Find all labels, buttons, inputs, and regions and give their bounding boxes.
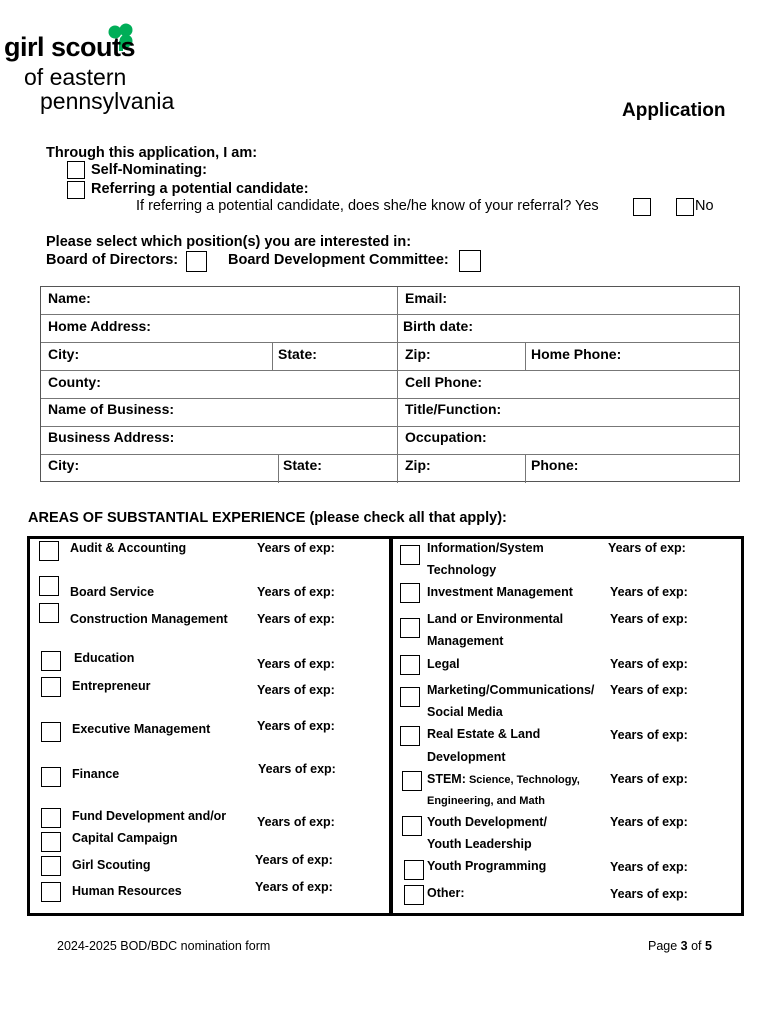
other-years[interactable]: Years of exp: xyxy=(610,887,688,901)
capital-campaign-checkbox[interactable] xyxy=(41,832,61,852)
legal-checkbox[interactable] xyxy=(400,655,420,675)
column-divider xyxy=(272,342,273,370)
board-directors-label: Board of Directors: xyxy=(46,252,179,268)
occupation-field[interactable]: Occupation: xyxy=(405,429,487,445)
phone-field[interactable]: Phone: xyxy=(531,457,579,473)
footer-form-name: 2024-2025 BOD/BDC nomination form xyxy=(57,939,271,953)
logo-line-3: pennsylvania xyxy=(40,88,175,114)
marketing-checkbox[interactable] xyxy=(400,687,420,707)
real-estate-label: Real Estate & Land xyxy=(427,727,541,741)
hr-label: Human Resources xyxy=(72,884,182,898)
construction-years[interactable]: Years of exp: xyxy=(257,612,335,626)
referring-checkbox[interactable] xyxy=(67,181,85,199)
referral-yes-checkbox[interactable] xyxy=(633,198,651,216)
youth-programming-years[interactable]: Years of exp: xyxy=(610,860,688,874)
business-name-field[interactable]: Name of Business: xyxy=(48,401,175,417)
title-function-field[interactable]: Title/Function: xyxy=(405,401,502,417)
youth-dev-label: Youth Development/ xyxy=(427,815,547,829)
real-estate-years[interactable]: Years of exp: xyxy=(610,728,688,742)
row-divider xyxy=(41,398,739,399)
land-env-label: Land or Environmental xyxy=(427,612,564,626)
logo-line-1: girl scouts xyxy=(4,32,136,62)
business-city-field[interactable]: City: xyxy=(48,457,80,473)
home-address-field[interactable]: Home Address: xyxy=(48,318,151,334)
board-service-checkbox[interactable] xyxy=(39,576,59,596)
real-estate-checkbox[interactable] xyxy=(400,726,420,746)
land-env-label-2: Management xyxy=(427,634,504,648)
info-tech-label-2: Technology xyxy=(427,563,497,577)
fund-dev-years[interactable]: Years of exp: xyxy=(257,815,335,829)
contact-info-table xyxy=(40,286,740,482)
page-prefix: Page xyxy=(648,939,681,953)
fund-dev-label: Fund Development and/or xyxy=(72,809,227,823)
referral-no-checkbox[interactable] xyxy=(676,198,694,216)
stem-label xyxy=(427,772,580,786)
experience-heading-rest: (please check all that apply): xyxy=(305,510,507,526)
fund-dev-checkbox[interactable] xyxy=(41,808,61,828)
self-nominating-label: Self-Nominating: xyxy=(91,162,207,178)
investment-years[interactable]: Years of exp: xyxy=(610,585,688,599)
positions-heading: Please select which position(s) you are interested in: xyxy=(46,234,412,250)
board-directors-checkbox[interactable] xyxy=(186,251,207,272)
column-divider xyxy=(397,287,398,483)
experience-heading-bold: AREAS OF SUBSTANTIAL EXPERIENCE xyxy=(28,510,306,526)
referral-no-label: No xyxy=(695,198,714,214)
referral-question: If referring a potential candidate, does she/he know of your referral? Yes xyxy=(136,198,599,214)
stem-label-bold: STEM: xyxy=(427,772,466,786)
info-tech-years[interactable]: Years of exp: xyxy=(608,541,686,555)
state-field[interactable]: State: xyxy=(278,346,317,362)
page-number xyxy=(648,939,712,953)
row-divider xyxy=(41,426,739,427)
girl-scouting-checkbox[interactable] xyxy=(41,856,61,876)
audit-label: Audit & Accounting xyxy=(70,541,187,555)
board-service-years[interactable]: Years of exp: xyxy=(257,585,335,599)
entrepreneur-label: Entrepreneur xyxy=(72,679,151,693)
finance-checkbox[interactable] xyxy=(41,767,61,787)
youth-programming-checkbox[interactable] xyxy=(404,860,424,880)
stem-years[interactable]: Years of exp: xyxy=(610,772,688,786)
hr-years[interactable]: Years of exp: xyxy=(255,880,333,894)
girl-scouting-years[interactable]: Years of exp: xyxy=(255,853,333,867)
experience-center-divider xyxy=(389,536,393,916)
stem-label-2: Engineering, and Math xyxy=(427,795,545,807)
executive-checkbox[interactable] xyxy=(41,722,61,742)
column-divider xyxy=(278,454,279,483)
page-title: Application xyxy=(622,100,726,121)
youth-dev-label-2: Youth Leadership xyxy=(427,837,532,851)
fund-dev-label-2: Capital Campaign xyxy=(72,831,178,845)
executive-years[interactable]: Years of exp: xyxy=(257,719,335,733)
zip-field[interactable]: Zip: xyxy=(405,346,431,362)
referring-label: Referring a potential candidate: xyxy=(91,181,309,197)
business-address-field[interactable]: Business Address: xyxy=(48,429,175,445)
finance-label: Finance xyxy=(72,767,120,781)
construction-checkbox[interactable] xyxy=(39,603,59,623)
city-field[interactable]: City: xyxy=(48,346,80,362)
row-divider xyxy=(41,342,739,343)
land-env-checkbox[interactable] xyxy=(400,618,420,638)
self-nominating-checkbox[interactable] xyxy=(67,161,85,179)
education-label: Education xyxy=(74,651,135,665)
intro-heading: Through this application, I am: xyxy=(46,145,258,161)
column-divider xyxy=(525,454,526,483)
construction-label: Construction Management xyxy=(70,612,228,626)
entrepreneur-checkbox[interactable] xyxy=(41,677,61,697)
hr-checkbox[interactable] xyxy=(41,882,61,902)
entrepreneur-years[interactable]: Years of exp: xyxy=(257,683,335,697)
audit-years[interactable]: Years of exp: xyxy=(257,541,335,555)
real-estate-label-2: Development xyxy=(427,750,506,764)
row-divider xyxy=(41,454,739,455)
finance-years[interactable]: Years of exp: xyxy=(258,762,336,776)
row-divider xyxy=(41,370,739,371)
land-env-years[interactable]: Years of exp: xyxy=(610,612,688,626)
audit-checkbox[interactable] xyxy=(39,541,59,561)
stem-label-small: Science, Technology, xyxy=(465,774,580,786)
email-field[interactable]: Email: xyxy=(405,290,448,306)
page-total: 5 xyxy=(705,939,712,953)
girl-scouting-label: Girl Scouting xyxy=(72,858,151,872)
education-years[interactable]: Years of exp: xyxy=(257,657,335,671)
youth-dev-years[interactable]: Years of exp: xyxy=(610,815,688,829)
legal-years[interactable]: Years of exp: xyxy=(610,657,688,671)
marketing-label-2: Social Media xyxy=(427,705,503,719)
board-dev-checkbox[interactable] xyxy=(459,250,481,272)
executive-label: Executive Management xyxy=(72,722,211,736)
name-field[interactable]: Name: xyxy=(48,290,91,306)
marketing-years[interactable]: Years of exp: xyxy=(610,683,688,697)
legal-label: Legal xyxy=(427,657,460,671)
experience-heading xyxy=(28,510,507,526)
investment-checkbox[interactable] xyxy=(400,583,420,603)
business-zip-field[interactable]: Zip: xyxy=(405,457,431,473)
board-dev-label: Board Development Committee: xyxy=(228,252,449,268)
logo-line-2: of eastern xyxy=(24,64,127,90)
board-service-label: Board Service xyxy=(70,585,155,599)
youth-dev-checkbox[interactable] xyxy=(402,816,422,836)
row-divider xyxy=(41,314,739,315)
info-tech-checkbox[interactable] xyxy=(400,545,420,565)
info-tech-label: Information/System xyxy=(427,541,544,555)
other-checkbox[interactable] xyxy=(404,885,424,905)
page-mid: of xyxy=(687,939,705,953)
page-current: 3 xyxy=(680,939,688,953)
other-label: Other: xyxy=(427,886,465,900)
business-state-field[interactable]: State: xyxy=(283,457,322,473)
marketing-label: Marketing/Communications/ xyxy=(427,683,595,697)
column-divider xyxy=(525,342,526,370)
education-checkbox[interactable] xyxy=(41,651,61,671)
birth-date-field[interactable]: Birth date: xyxy=(403,318,473,334)
cell-phone-field[interactable]: Cell Phone: xyxy=(405,374,483,390)
investment-label: Investment Management xyxy=(427,585,573,599)
youth-programming-label: Youth Programming xyxy=(427,859,547,873)
home-phone-field[interactable]: Home Phone: xyxy=(531,346,622,362)
stem-checkbox[interactable] xyxy=(402,771,422,791)
county-field[interactable]: County: xyxy=(48,374,101,390)
